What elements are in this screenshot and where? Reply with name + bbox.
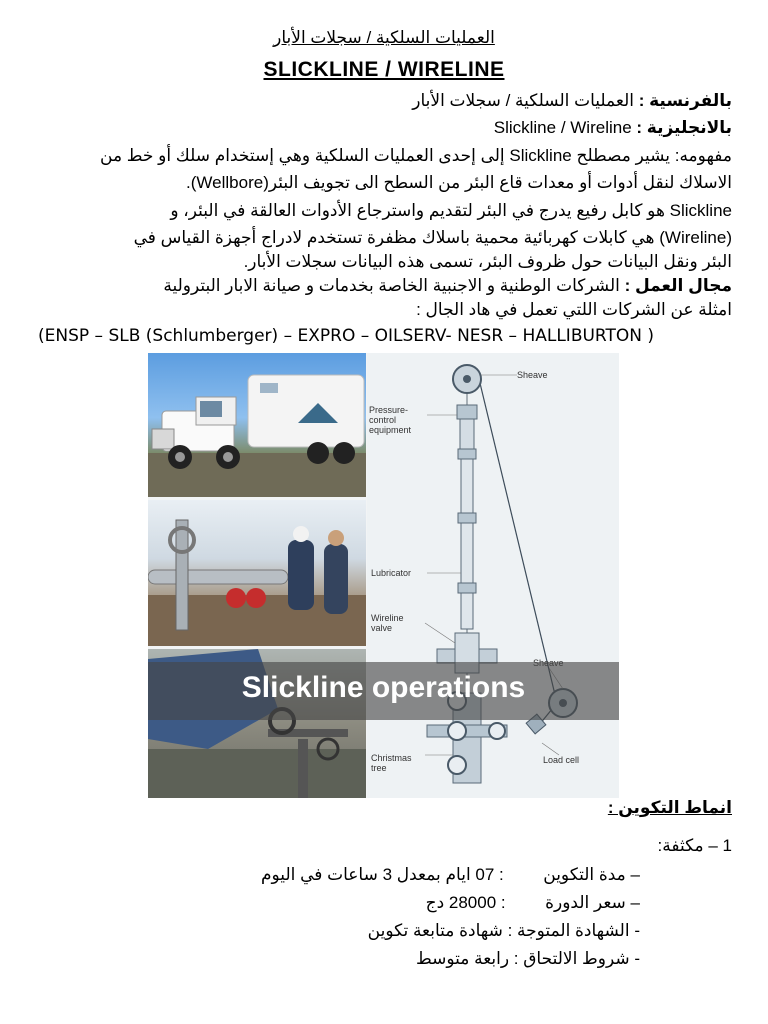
field-of-work [36, 275, 732, 297]
english-value: Slickline / Wireline [493, 118, 632, 137]
concept-line-3: Slickline هو كابل رفيع يدرج في البئر لتقديم واسترجاع الأدوات العالقة في البئر، و [170, 201, 732, 220]
duration-label: مدة التكوين [543, 865, 626, 884]
truck-photo [148, 353, 366, 497]
requirements-row [416, 949, 640, 969]
price-value: : 28000 دج [425, 893, 506, 912]
bullet: - [634, 921, 640, 940]
training-item-1 [658, 836, 732, 856]
slickline-figure [148, 353, 619, 798]
english-label: بالانجليزية : [636, 118, 732, 137]
wellhead-workers-photo [148, 500, 366, 646]
bullet: - [634, 949, 640, 968]
label-sheave-top: Sheave [517, 370, 548, 380]
bullet: – [630, 865, 640, 884]
field-text: الشركات الوطنية و الاجنبية الخاصة بخدمات و صيانة الابار البترولية [163, 276, 620, 295]
wellhead-diagram [367, 353, 619, 798]
concept-line-4: (Wireline) هي كابلات كهربائية محمية باسلاك مظفرة تستخدم لادراج أجهزة القياس في [133, 228, 732, 247]
training-title: انماط التكوين : [607, 798, 732, 817]
requirements-text: شروط الالتحاق : رابعة متوسط [415, 949, 630, 968]
certificate-row [368, 921, 640, 941]
concept-line-5: البئر ونقل البيانات حول ظروف البئر، تسمى هذه البيانات سجلات الأبار. [243, 252, 732, 271]
concept-line-1: مفهومه: يشير مصطلح Slickline إلى إحدى العمليات السلكية وهي إستخدام سلك أو خط من [100, 146, 732, 165]
french-label: بالفرنسية : [638, 91, 732, 110]
label-wireline-valve: Wireline valve [371, 613, 404, 633]
certificate-text: الشهادة المتوجة : شهادة متابعة تكوين [367, 921, 630, 940]
label-christmas-tree: Christmas tree [371, 753, 412, 773]
price-label: سعر الدورة [545, 893, 626, 912]
english-heading: SLICKLINE / WIRELINE [263, 58, 505, 81]
companies-list: (ENSP – SLB (Schlumberger) – EXPRO – OILSERV- NESR – HALLIBURTON ) [38, 326, 655, 346]
figure-caption: Slickline operations [241, 671, 526, 704]
bullet: – [630, 893, 640, 912]
duration-value: : 07 ايام بمعدل 3 ساعات في اليوم [261, 865, 504, 884]
arabic-heading: العمليات السلكية / سجلات الأبار [273, 28, 495, 47]
french-definition [36, 90, 732, 112]
concept-line-2: الاسلاك لنقل أدوات أو معدات قاع البئر من السطح الى تجويف البئر(Wellbore). [186, 173, 732, 192]
companies-intro: امثلة عن الشركات اللتي تعمل في هاد الجال : [416, 300, 732, 319]
item1-label: – مكثفة: [657, 836, 718, 855]
french-value: العمليات السلكية / سجلات الأبار [412, 91, 634, 110]
duration-row [261, 865, 640, 885]
label-lubricator: Lubricator [371, 568, 412, 578]
item1-number: 1 [722, 836, 732, 855]
label-load-cell: Load cell [543, 755, 580, 765]
label-pressure-control: Pressure- control equipment [369, 405, 412, 435]
price-row [426, 893, 640, 913]
field-label: مجال العمل : [624, 276, 732, 295]
english-definition [36, 117, 732, 139]
